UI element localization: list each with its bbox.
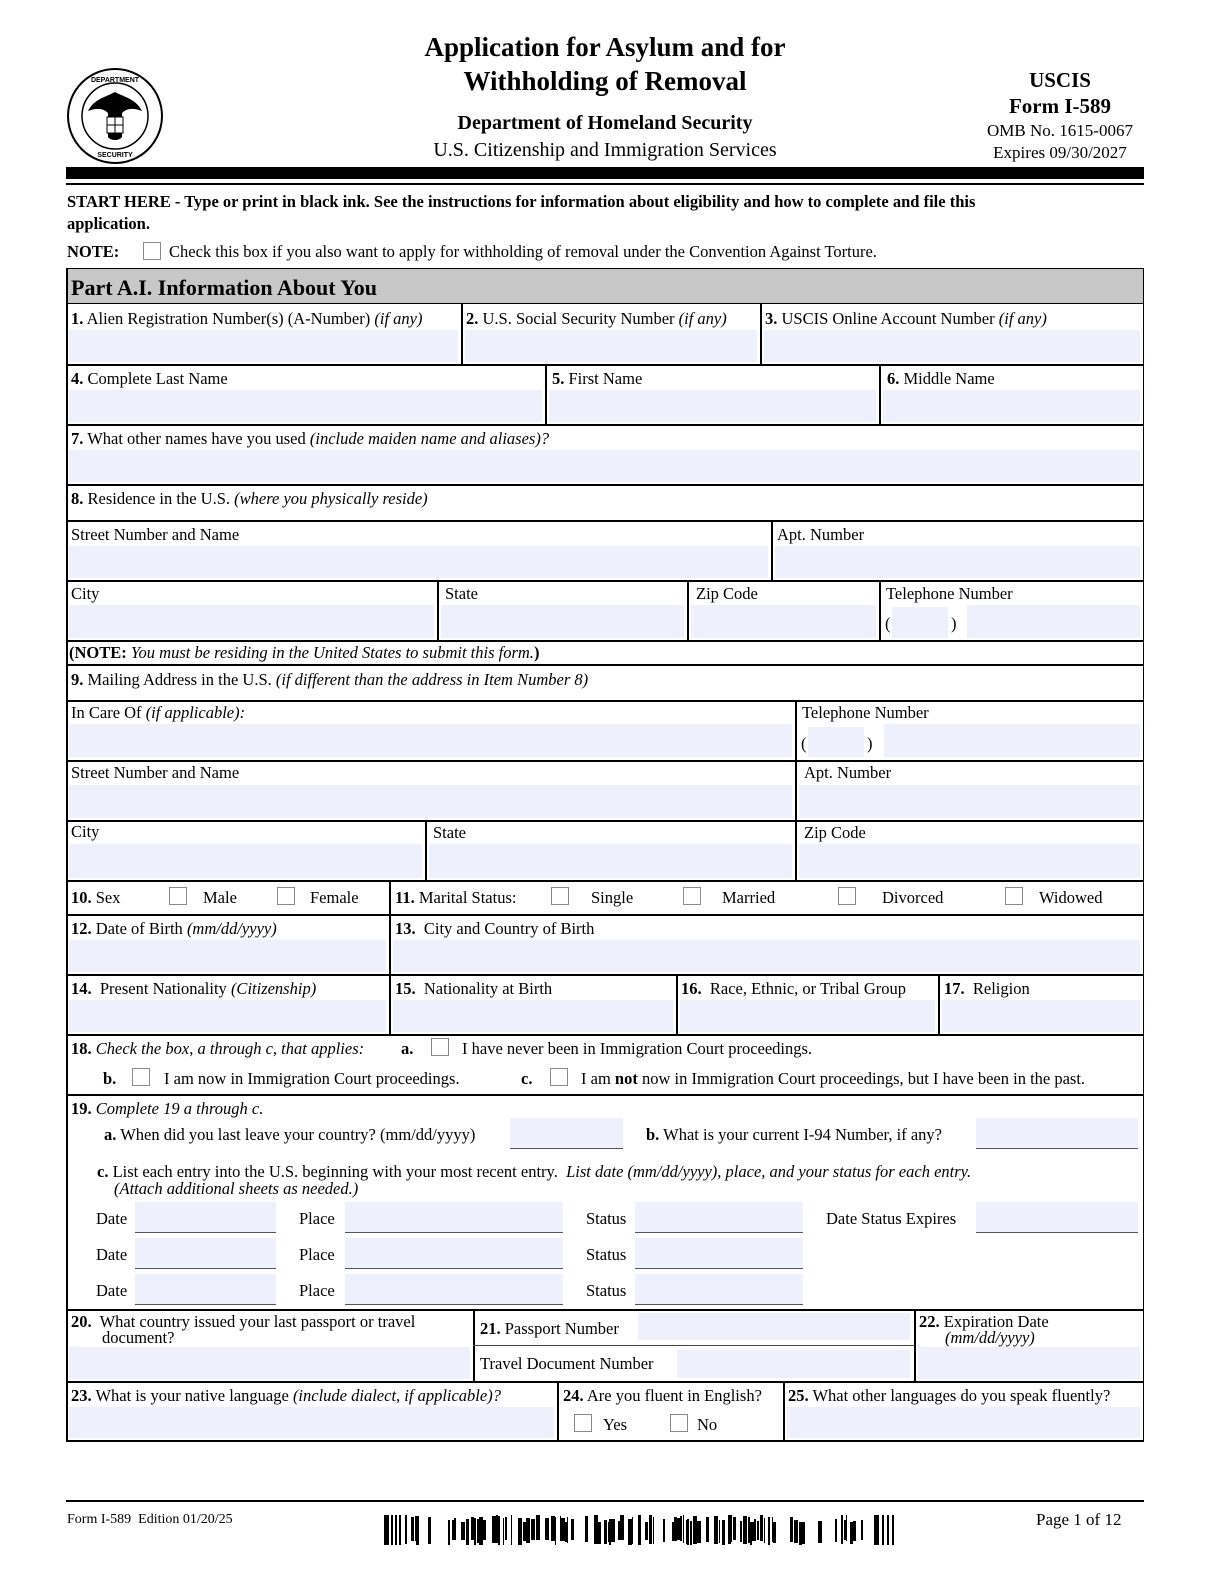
court-past-checkbox[interactable] <box>550 1068 568 1086</box>
barcode-bar <box>609 1519 611 1545</box>
barcode-bar <box>598 1522 601 1544</box>
barcode-bar <box>693 1516 697 1544</box>
divider <box>879 580 881 640</box>
residence-phone-input[interactable] <box>967 605 1140 638</box>
other-names-input[interactable] <box>69 450 1140 482</box>
divider <box>557 1381 559 1441</box>
barcode-bar <box>405 1515 407 1544</box>
residence-state-input[interactable] <box>441 605 684 638</box>
barcode-bar <box>874 1515 879 1545</box>
row-rule <box>66 424 1144 426</box>
barcode-bar <box>461 1522 465 1540</box>
english-no-checkbox[interactable] <box>670 1414 688 1432</box>
svg-text:SECURITY: SECURITY <box>97 152 133 159</box>
divider <box>760 304 762 364</box>
item22-note: (mm/dd/yyyy) <box>945 1328 1035 1347</box>
barcode-bar <box>466 1519 469 1545</box>
item23-label: 23. What is your native language (include dialect, if applicable)? <box>71 1386 501 1405</box>
item18-label: 18. Check the box, a through c, that applies: <box>71 1039 365 1058</box>
row-rule <box>66 364 1144 366</box>
english-no-label: No <box>697 1415 718 1434</box>
item16-label: 16. Race, Ethnic, or Tribal Group <box>681 979 907 998</box>
expiration-date: Expires 09/30/2027 <box>993 143 1127 162</box>
mailing-apt-label: Apt. Number <box>804 763 892 782</box>
item9-label: 9. Mailing Address in the U.S. (if different than the address in Item Number 8) <box>71 670 589 689</box>
barcode-bar <box>448 1520 450 1545</box>
barcode-bar <box>555 1517 556 1545</box>
row-rule <box>66 1381 1144 1383</box>
frame-right <box>1143 268 1145 1441</box>
row-rule <box>66 760 1144 762</box>
divider <box>771 520 773 580</box>
divider <box>938 974 940 1034</box>
entry1-status-label: Status <box>586 1209 627 1228</box>
single-checkbox[interactable] <box>551 887 569 905</box>
barcode-bar <box>518 1518 522 1545</box>
item8-label: 8. Residence in the U.S. (where you physically reside) <box>71 489 428 508</box>
item22-label: 22. Expiration Date <box>919 1312 1049 1331</box>
barcode-bar <box>496 1515 498 1543</box>
barcode-bar <box>882 1515 884 1545</box>
middle-name-input[interactable] <box>883 390 1140 422</box>
residence-note: (NOTE: You must be residing in the United States to submit this form.) <box>69 643 540 662</box>
barcode-bar <box>503 1518 504 1545</box>
item19c-label: c. List each entry into the U.S. beginning with your most recent entry. List date (mm/dd/yyyy), place, and your status for each entry. <box>97 1162 972 1181</box>
barcode-bar <box>399 1515 401 1545</box>
court-now-checkbox[interactable] <box>132 1068 150 1086</box>
barcode-bar <box>632 1517 633 1544</box>
item18b-letter: b. <box>103 1069 117 1088</box>
barcode-bar <box>748 1517 750 1543</box>
item12-label: 12. Date of Birth (mm/dd/yyyy) <box>71 919 277 938</box>
row-rule <box>66 664 1144 666</box>
entry3-place-label: Place <box>299 1281 335 1300</box>
mailing-state-label: State <box>433 823 466 842</box>
barcode-bar <box>850 1522 853 1544</box>
divorced-label: Divorced <box>882 888 944 907</box>
item19-label: 19. Complete 19 a through c. <box>71 1099 264 1118</box>
divider <box>425 820 427 880</box>
barcode-bar <box>498 1516 500 1545</box>
divider <box>795 700 797 880</box>
row-rule <box>66 880 1144 882</box>
barcode-bar <box>757 1521 759 1540</box>
religion-input[interactable] <box>942 1000 1140 1032</box>
entry3-date-label: Date <box>96 1281 128 1300</box>
frame-left <box>66 268 68 1441</box>
barcode-bar <box>731 1515 732 1542</box>
barcode-bar <box>411 1517 414 1541</box>
barcode-bar <box>474 1518 476 1545</box>
divider <box>389 880 391 1034</box>
barcode-bar <box>846 1515 847 1541</box>
row-rule <box>66 820 1144 822</box>
item6-label: 6. Middle Name <box>887 369 995 388</box>
uscis-label: USCIS <box>1029 68 1091 92</box>
item18c-text: I am not now in Immigration Court proceedings, but I have been in the past. <box>581 1069 1086 1088</box>
barcode-bar <box>477 1519 479 1543</box>
item5-label: 5. First Name <box>552 369 643 388</box>
entry2-date-input[interactable] <box>135 1238 276 1269</box>
barcode-bar <box>887 1515 889 1545</box>
item2-label: 2. U.S. Social Security Number (if any) <box>466 309 727 328</box>
barcode-bar <box>790 1517 793 1542</box>
barcode-bar <box>611 1519 615 1542</box>
barcode-bar <box>706 1517 709 1542</box>
barcode-bar <box>571 1519 574 1540</box>
barcode-bar <box>638 1515 641 1545</box>
divider <box>676 974 678 1034</box>
barcode-bar <box>677 1518 680 1540</box>
item13-label: 13. City and Country of Birth <box>395 919 595 938</box>
divider <box>879 364 881 424</box>
item15-label: 15. Nationality at Birth <box>395 979 553 998</box>
item7-label: 7. What other names have you used (include maiden name and aliases)? <box>71 429 550 448</box>
entry3-status-label: Status <box>586 1281 627 1300</box>
barcode-bar <box>760 1515 763 1541</box>
cat-checkbox[interactable] <box>143 242 161 260</box>
passport-country-input[interactable] <box>69 1347 470 1379</box>
barcode-bar <box>618 1521 620 1540</box>
barcode-bar <box>743 1516 747 1544</box>
item14-label: 14. Present Nationality (Citizenship) <box>71 979 317 998</box>
entry2-status-label: Status <box>586 1245 627 1264</box>
barcode-bar <box>567 1517 568 1543</box>
travel-doc-input[interactable] <box>677 1350 910 1378</box>
mailing-area-code-input[interactable] <box>808 727 864 757</box>
barcode-bar <box>690 1521 692 1545</box>
residence-phone-label: Telephone Number <box>886 584 1013 603</box>
dob-input[interactable] <box>69 940 386 972</box>
barcode-bar <box>551 1516 555 1541</box>
care-of-label: In Care Of (if applicable): <box>71 703 246 722</box>
barcode-bar <box>479 1517 483 1545</box>
barcode-bar <box>835 1519 837 1542</box>
item18c-letter: c. <box>521 1069 533 1088</box>
item11-label: 11. Marital Status: <box>395 888 517 907</box>
barcode-bar <box>649 1515 652 1544</box>
barcode-bar <box>526 1518 530 1543</box>
divider <box>545 364 547 424</box>
barcode-bar <box>416 1516 419 1545</box>
row-rule <box>66 914 1144 916</box>
row-rule <box>473 1345 915 1346</box>
barcode-bar <box>454 1518 456 1540</box>
entry2-status-input[interactable] <box>635 1238 803 1269</box>
barcode-bar <box>799 1522 802 1545</box>
barcode-bar <box>844 1520 846 1540</box>
frame-bottom <box>66 1440 1144 1442</box>
barcode-bar <box>853 1521 856 1541</box>
mailing-phone-label: Telephone Number <box>802 703 929 722</box>
residence-apt-label: Apt. Number <box>777 525 865 544</box>
barcode-bar <box>531 1519 535 1540</box>
form-number: Form I-589 <box>1008 94 1112 118</box>
barcode-bar <box>674 1517 677 1541</box>
barcode-bar <box>471 1517 474 1540</box>
barcode-bar <box>802 1522 805 1544</box>
header-rule-thick <box>66 167 1144 179</box>
barcode-bar <box>728 1515 731 1544</box>
entry1-date-input[interactable] <box>135 1202 276 1233</box>
barcode-bar <box>594 1515 598 1544</box>
birth-place-input[interactable] <box>393 940 1140 972</box>
barcode-bar <box>841 1515 843 1544</box>
item4-label: 4. Complete Last Name <box>71 369 228 388</box>
barcode-bar <box>545 1518 549 1540</box>
entry1-status-input[interactable] <box>635 1202 803 1233</box>
barcode-bar <box>628 1519 632 1545</box>
divider <box>783 1381 785 1441</box>
omb-number: OMB No. 1615-0067 <box>987 121 1133 140</box>
item17-label: 17. Religion <box>944 979 1030 998</box>
row-rule <box>66 974 1144 976</box>
mailing-zip-input[interactable] <box>799 844 1140 878</box>
header-rule-thin <box>66 183 1144 185</box>
row-rule <box>66 1094 1144 1096</box>
barcode-bar <box>687 1519 689 1545</box>
paren-close: ) <box>867 734 873 753</box>
mailing-phone-input[interactable] <box>884 724 1140 757</box>
passport-expiration-input[interactable] <box>918 1347 1140 1379</box>
last-left-date-input[interactable] <box>510 1118 623 1149</box>
residence-street-input[interactable] <box>69 546 768 578</box>
divider <box>461 304 463 364</box>
barcode-bar <box>511 1515 512 1545</box>
barcode-bar <box>683 1515 684 1543</box>
residence-city-input[interactable] <box>69 605 434 638</box>
last-name-input[interactable] <box>69 390 542 422</box>
entry1-date-label: Date <box>96 1209 128 1228</box>
barcode-bar <box>686 1520 687 1544</box>
item19b-label: b. What is your current I-94 Number, if any? <box>646 1125 942 1144</box>
footer-form-id: Form I-589 Edition 01/20/25 <box>67 1512 233 1527</box>
item20-label1: 20. What country issued your last passport or travel <box>71 1312 416 1331</box>
care-of-input[interactable] <box>69 724 792 757</box>
divider <box>687 580 689 640</box>
entry3-place-input[interactable] <box>345 1274 563 1305</box>
note-label: NOTE: <box>67 242 120 261</box>
barcode-bar <box>768 1517 770 1545</box>
barcode <box>384 1515 912 1545</box>
paren-open: ( <box>801 734 807 753</box>
status-expires-input[interactable] <box>976 1202 1138 1233</box>
female-label: Female <box>310 888 359 907</box>
barcode-bar <box>560 1516 561 1541</box>
mailing-city-input[interactable] <box>69 844 422 878</box>
barcode-bar <box>794 1520 798 1543</box>
barcode-bar <box>752 1522 754 1541</box>
a-number-input[interactable] <box>69 330 458 362</box>
paren-open: ( <box>885 614 891 633</box>
entry3-status-input[interactable] <box>635 1274 803 1305</box>
item19a-label: a. When did you last leave your country? (mm/dd/yyyy) <box>104 1125 476 1144</box>
uscis-account-input[interactable] <box>764 330 1140 362</box>
single-label: Single <box>591 888 634 907</box>
row-rule <box>66 580 1144 582</box>
item18b-text: I am now in Immigration Court proceedings. <box>164 1069 460 1088</box>
barcode-bar <box>722 1520 725 1545</box>
mailing-city-label: City <box>71 822 100 841</box>
residence-street-label: Street Number and Name <box>71 525 240 544</box>
mailing-state-input[interactable] <box>429 844 792 878</box>
married-label: Married <box>722 888 776 907</box>
barcode-bar <box>653 1517 654 1544</box>
row-rule <box>66 640 1144 642</box>
divider <box>437 580 439 640</box>
widowed-label: Widowed <box>1039 888 1103 907</box>
race-ethnic-input[interactable] <box>680 1000 935 1032</box>
row-rule <box>66 1034 1144 1036</box>
barcode-bar <box>608 1522 609 1542</box>
barcode-bar <box>892 1515 894 1545</box>
barcode-bar <box>415 1516 416 1541</box>
residence-state-label: State <box>445 584 478 603</box>
form-title-line2: Withholding of Removal <box>463 66 747 96</box>
married-checkbox[interactable] <box>683 887 701 905</box>
barcode-bar <box>697 1521 701 1543</box>
item20-label2: document? <box>102 1328 175 1347</box>
barcode-bar <box>818 1521 822 1543</box>
start-here-line2: application. <box>67 214 150 233</box>
barcode-bar <box>395 1515 397 1545</box>
travel-doc-label: Travel Document Number <box>480 1354 654 1373</box>
page-number: Page 1 of 12 <box>1036 1510 1122 1529</box>
footer-rule <box>66 1500 1144 1502</box>
department-name: Department of Homeland Security <box>457 112 753 134</box>
row-rule <box>66 1309 1144 1311</box>
item18a-letter: a. <box>401 1039 414 1058</box>
cat-note-text: Check this box if you also want to apply for withholding of removal under the Convention Against Torture. <box>169 242 877 261</box>
barcode-bar <box>773 1522 776 1543</box>
english-yes-checkbox[interactable] <box>574 1414 592 1432</box>
agency-name: U.S. Citizenship and Immigration Services <box>433 139 777 161</box>
other-languages-input[interactable] <box>787 1407 1140 1438</box>
barcode-bar <box>719 1520 720 1543</box>
barcode-bar <box>672 1522 674 1541</box>
barcode-bar <box>604 1520 607 1544</box>
barcode-bar <box>680 1516 682 1541</box>
barcode-bar <box>620 1515 624 1540</box>
barcode-bar <box>733 1517 736 1540</box>
row-rule <box>66 520 1144 522</box>
english-yes-label: Yes <box>603 1415 628 1434</box>
native-language-input[interactable] <box>69 1407 554 1438</box>
barcode-bar <box>772 1517 773 1542</box>
barcode-bar <box>483 1520 486 1540</box>
barcode-bar <box>764 1518 765 1543</box>
mailing-street-label: Street Number and Name <box>71 763 240 782</box>
female-checkbox[interactable] <box>277 887 295 905</box>
barcode-bar <box>391 1515 393 1545</box>
mailing-zip-label: Zip Code <box>804 823 866 842</box>
part-title: Part A.I. Information About You <box>71 275 377 300</box>
entry1-place-label: Place <box>299 1209 335 1228</box>
barcode-bar <box>452 1520 454 1540</box>
barcode-bar <box>754 1519 756 1541</box>
first-name-input[interactable] <box>549 390 876 422</box>
entry2-place-input[interactable] <box>345 1238 563 1269</box>
item21-label: 21. Passport Number <box>480 1319 619 1338</box>
barcode-bar <box>861 1520 863 1540</box>
barcode-bar <box>561 1518 565 1541</box>
divorced-checkbox[interactable] <box>838 887 856 905</box>
entry3-date-input[interactable] <box>135 1274 276 1305</box>
barcode-bar <box>750 1522 752 1545</box>
barcode-bar <box>740 1521 742 1542</box>
barcode-bar <box>663 1519 665 1542</box>
male-checkbox[interactable] <box>169 887 187 905</box>
item10-label: 10. Sex <box>71 888 121 907</box>
barcode-bar <box>505 1517 507 1540</box>
date-status-expires-label: Date Status Expires <box>826 1209 957 1228</box>
row-rule <box>66 484 1144 486</box>
paren-close: ) <box>951 614 957 633</box>
ssn-input[interactable] <box>465 330 757 362</box>
barcode-bar <box>384 1515 389 1545</box>
barcode-bar <box>428 1517 431 1544</box>
widowed-checkbox[interactable] <box>1005 887 1023 905</box>
barcode-bar <box>714 1516 718 1544</box>
barcode-bar <box>523 1522 526 1541</box>
entry2-date-label: Date <box>96 1245 128 1264</box>
male-label: Male <box>203 888 237 907</box>
mailing-apt-input[interactable] <box>799 785 1140 818</box>
item19c-attach: (Attach additional sheets as needed.) <box>114 1179 359 1198</box>
start-here-line1: START HERE - Type or print in black ink. See the instructions for information about eligibility and how to complete and file this <box>67 192 976 211</box>
item25-label: 25. What other languages do you speak fluently? <box>788 1386 1111 1405</box>
barcode-bar <box>492 1516 496 1543</box>
item18a-text: I have never been in Immigration Court proceedings. <box>462 1039 813 1058</box>
item1-label: 1. Alien Registration Number(s) (A-Number) (if any) <box>71 309 423 328</box>
item24-label: 24. Are you fluent in English? <box>563 1386 762 1405</box>
item3-label: 3. USCIS Online Account Number (if any) <box>765 309 1047 328</box>
form-title-line1: Application for Asylum and for <box>424 32 786 62</box>
row-rule <box>66 700 1144 702</box>
residence-area-code-input[interactable] <box>892 607 948 638</box>
barcode-bar <box>565 1522 567 1542</box>
court-never-checkbox[interactable] <box>431 1038 449 1056</box>
dhs-seal <box>66 67 164 165</box>
svg-text:DEPARTMENT: DEPARTMENT <box>90 77 140 84</box>
residence-zip-label: Zip Code <box>696 584 758 603</box>
residence-zip-input[interactable] <box>691 605 876 638</box>
passport-number-input[interactable] <box>638 1313 910 1340</box>
present-nationality-input[interactable] <box>69 1000 386 1032</box>
mailing-street-input[interactable] <box>69 785 792 818</box>
i94-number-input[interactable] <box>976 1118 1138 1149</box>
barcode-bar <box>585 1516 588 1542</box>
residence-city-label: City <box>71 584 100 603</box>
nationality-birth-input[interactable] <box>393 1000 673 1032</box>
barcode-bar <box>647 1522 648 1540</box>
entry1-place-input[interactable] <box>345 1202 563 1233</box>
residence-apt-input[interactable] <box>775 546 1140 578</box>
entry2-place-label: Place <box>299 1245 335 1264</box>
barcode-bar <box>645 1522 647 1540</box>
barcode-bar <box>536 1515 540 1540</box>
